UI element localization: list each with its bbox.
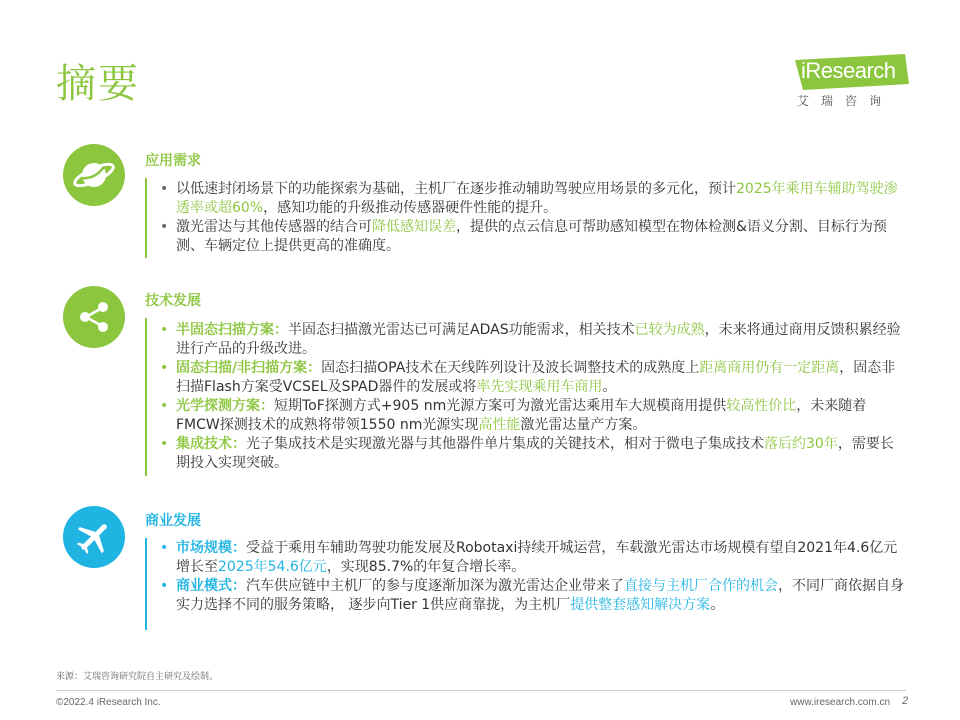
section-bar [145,538,147,630]
tech-bullet-list [176,321,904,473]
highlight-text: 市场规模： [176,540,246,556]
body-text: 受益于乘用车辅助驾驶功能发展及Robotaxi持续开城运营，车载激光雷达市场规模有望自2021年4.6亿元增长至 [176,540,898,575]
bullet-item [176,539,904,577]
body-text: 激光雷达量产方案。 [520,417,647,433]
section-bar [145,178,147,258]
body-text: 短期ToF探测方式+905 nm光源方案可为激光雷达乘用车大规模商用提供 [274,398,727,414]
body-text: 光子集成技术是实现激光器与其他器件单片集成的关键技术，相对于微电子集成技术 [246,436,764,452]
highlight-text: 光学探测方案： [176,398,274,414]
body-text: ，不同厂商依据自身实力选择不同的服务策略， 逐步向Tier 1供应商靠拢，为主机厂 [176,578,904,613]
website-link[interactable]: www.iresearch.com.cn [790,697,891,708]
body-text: ，未来随着FMCW探测技术的成熟将带领1550 nm光源实现 [176,398,867,433]
highlight-text: 距离商用仍有一定距离 [699,360,840,376]
share-icon [63,286,125,348]
logo-subtitle: 艾瑞咨询 [797,94,894,108]
body-text: ，提供的点云信息可帮助感知模型在物体检测&语义分割、目标行为预测、车辆定位上提供更高的准确度。 [176,219,887,254]
bullet-item [176,180,904,218]
highlight-text: 降低感知误差 [372,219,456,235]
body-text: 。 [602,379,617,395]
body-text: 固态扫描OPA技术在天线阵列设计及波长调整技术的成熟度上 [321,360,700,376]
body-text: ，固态非扫描Flash方案受VCSEL及SPAD器件的发展或将 [176,360,896,395]
body-text: ，感知功能的升级推动传感器硬件性能的提升。 [263,200,558,216]
highlight-text: 落后约30年 [764,436,838,452]
footer-divider [56,690,906,691]
body-text: 。 [710,597,725,613]
bullet-item [176,435,904,473]
body-text: 半固态扫描激光雷达已可满足ADAS功能需求，相关技术 [288,322,635,338]
highlight-text: 直接与主机厂合作的机会 [624,578,778,594]
highlight-text: 提供整套感知解决方案 [570,597,711,613]
highlight-text: 较高性价比 [726,398,797,414]
source-note: 来源：艾瑞咨询研究院自主研究及绘制。 [56,672,219,682]
demand-bullet-list [176,180,904,256]
bullet-item [176,397,904,435]
airplane-icon [63,506,125,568]
body-text: ，实现85.7%的年复合增长率。 [326,559,526,575]
body-text: 以低速封闭场景下的功能探索为基础，主机厂在逐步推动辅助驾驶应用场景的多元化，预计 [176,181,736,197]
section-heading-tech: 技术发展 [145,293,201,309]
highlight-text: 商业模式： [176,578,246,594]
highlight-text: 集成技术： [176,436,246,452]
page-title: 摘要 [56,61,140,107]
body-text: ，未来将通过商用反馈积累经验进行产品的升级改进。 [176,322,901,357]
highlight-text: 半固态扫描方案： [176,322,288,338]
highlight-text: 率先实现乘用车商用 [476,379,603,395]
copyright: ©2022.4 iResearch Inc. [56,697,161,708]
highlight-text: 固态扫描/非扫描方案： [176,360,322,376]
bullet-item [176,218,904,256]
highlight-text: 高性能 [478,417,521,433]
planet-icon [63,144,125,206]
highlight-text: 2025年乘用车辅助驾驶渗透率或超60% [176,181,898,216]
section-heading-demand: 应用需求 [145,153,201,169]
body-text: ，需要长期投入实现突破。 [176,436,894,471]
page-number: 2 [902,695,909,707]
section-heading-business: 商业发展 [145,513,201,529]
section-bar [145,318,147,476]
bullet-item [176,321,904,359]
highlight-text: 2025年54.6亿元 [218,559,327,575]
bullet-item [176,359,904,397]
highlight-text: 已较为成熟 [634,322,705,338]
business-bullet-list [176,539,904,615]
body-text: 激光雷达与其他传感器的结合可 [176,219,372,235]
iresearch-logo [793,54,913,110]
body-text: 汽车供应链中主机厂的参与度逐渐加深为激光雷达企业带来了 [246,578,624,594]
logo-text: iResearch [801,58,896,83]
bullet-item [176,577,904,615]
